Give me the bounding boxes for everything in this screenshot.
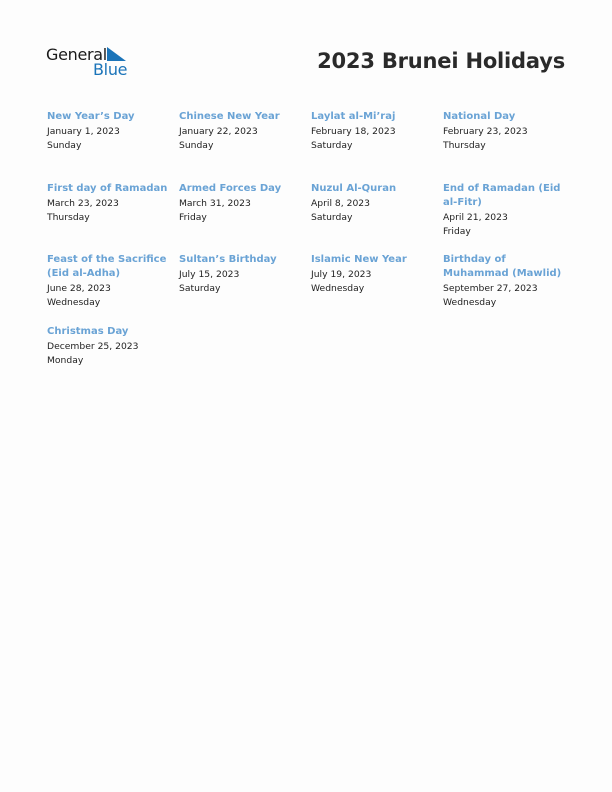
holiday-date: July 15, 2023 <box>179 269 240 280</box>
holiday-date: September 27, 2023 <box>443 283 538 294</box>
holiday-item <box>311 182 443 253</box>
holiday-weekday: Thursday <box>47 211 90 223</box>
holiday-item <box>179 110 311 182</box>
holiday-item <box>47 110 179 182</box>
holiday-date: April 8, 2023 <box>311 198 370 209</box>
holiday-weekday: Saturday <box>311 211 353 223</box>
holiday-weekday: Saturday <box>179 282 221 294</box>
holiday-item <box>47 253 179 325</box>
logo-word-blue: Blue <box>93 60 128 79</box>
holiday-name: Birthday of Muhammad (Mawlid) <box>443 254 562 279</box>
holiday-date: December 25, 2023 <box>47 341 139 352</box>
logo-triangle-icon <box>107 47 126 61</box>
holiday-name: Sultan’s Birthday <box>179 254 277 265</box>
holiday-date: January 22, 2023 <box>179 126 258 137</box>
holiday-weekday: Monday <box>47 354 84 366</box>
holiday-date: April 21, 2023 <box>443 212 508 223</box>
holiday-name: Islamic New Year <box>311 254 407 265</box>
holiday-weekday: Sunday <box>47 139 82 151</box>
logo-word-general: General <box>46 45 107 64</box>
holiday-date: June 28, 2023 <box>47 283 111 294</box>
holiday-item <box>311 110 443 182</box>
generalblue-logo <box>46 44 136 80</box>
holiday-date: February 18, 2023 <box>311 126 396 137</box>
holiday-name: National Day <box>443 111 516 122</box>
holiday-weekday: Friday <box>443 225 471 237</box>
holiday-weekday: Sunday <box>179 139 214 151</box>
holiday-item <box>179 253 311 325</box>
holiday-item <box>443 110 575 182</box>
holiday-item <box>47 325 179 385</box>
holiday-weekday: Wednesday <box>311 282 365 294</box>
holiday-item <box>47 182 179 253</box>
holiday-weekday: Wednesday <box>47 296 101 308</box>
holiday-date: February 23, 2023 <box>443 126 528 137</box>
holiday-grid <box>47 110 575 385</box>
page-title: 2023 Brunei Holidays <box>317 49 565 73</box>
holiday-item <box>443 253 575 325</box>
holiday-name: End of Ramadan (Eid al-Fitr) <box>443 183 561 208</box>
holiday-name: New Year’s Day <box>47 111 135 122</box>
holiday-weekday: Thursday <box>443 139 486 151</box>
holiday-date: January 1, 2023 <box>47 126 120 137</box>
holiday-name: Feast of the Sacrifice (Eid al-Adha) <box>47 254 167 279</box>
holiday-weekday: Wednesday <box>443 296 497 308</box>
holiday-name: Laylat al-Mi’raj <box>311 111 396 122</box>
holiday-date: July 19, 2023 <box>311 269 372 280</box>
holiday-name: First day of Ramadan <box>47 183 168 194</box>
holiday-item <box>443 182 575 253</box>
holiday-date: March 31, 2023 <box>179 198 251 209</box>
holiday-date: March 23, 2023 <box>47 198 119 209</box>
holiday-name: Chinese New Year <box>179 111 280 122</box>
holiday-name: Nuzul Al-Quran <box>311 183 397 194</box>
holiday-name: Armed Forces Day <box>179 183 282 194</box>
holiday-item <box>311 253 443 325</box>
holiday-weekday: Friday <box>179 211 207 223</box>
holiday-item <box>179 182 311 253</box>
holiday-name: Christmas Day <box>47 326 129 337</box>
holiday-weekday: Saturday <box>311 139 353 151</box>
